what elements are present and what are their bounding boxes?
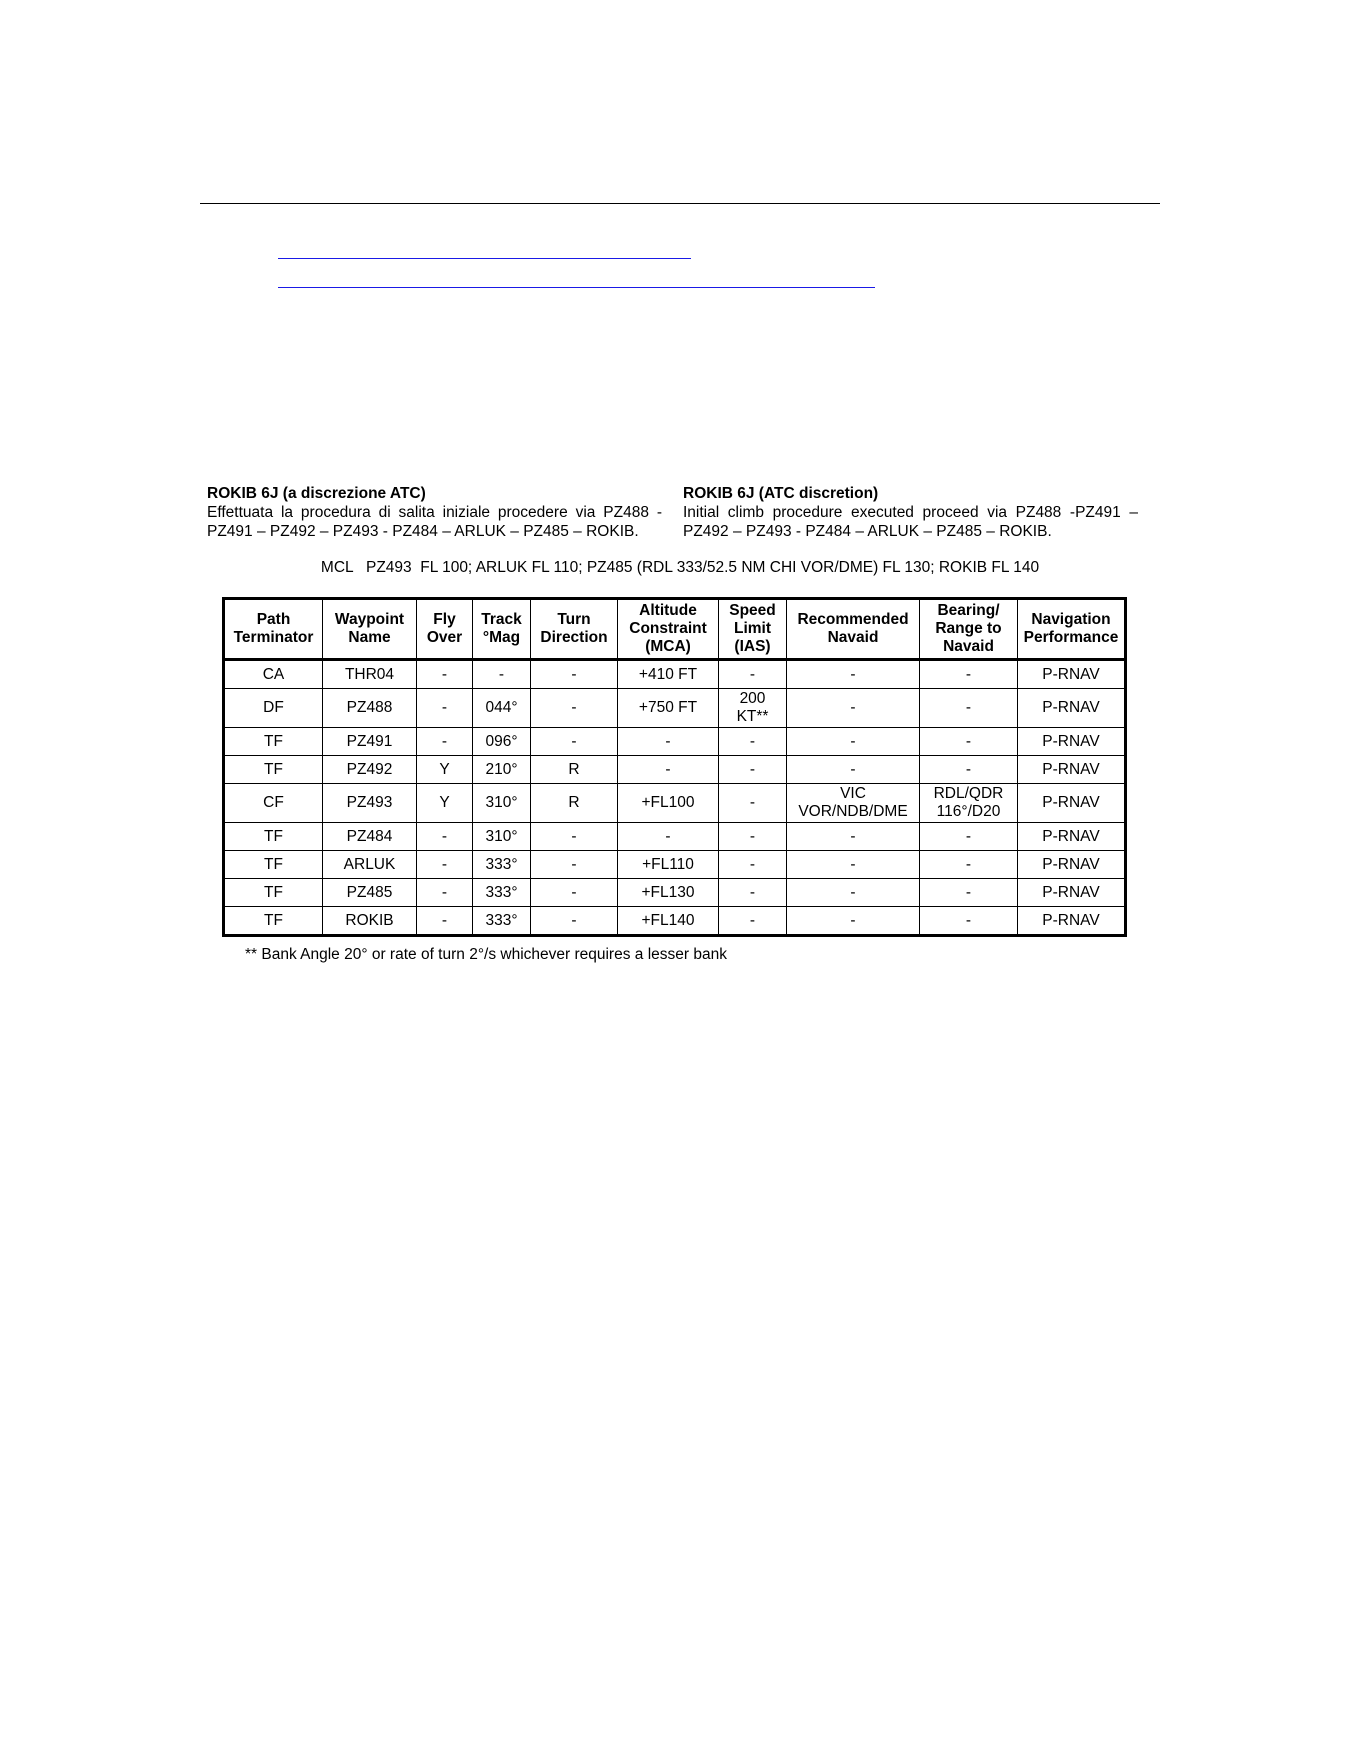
footnote: ** Bank Angle 20° or rate of turn 2°/s whichever requires a lesser bank (245, 946, 727, 963)
table-cell (719, 784, 787, 823)
cell-text: 096° (485, 732, 518, 750)
table-cell (224, 851, 323, 879)
table-cell (920, 879, 1018, 907)
header-line: (MCA) (645, 638, 691, 655)
table-cell (1018, 851, 1126, 879)
table-header-row (224, 599, 1126, 660)
table-cell (417, 851, 473, 879)
table-cell (531, 756, 618, 784)
header-line: Over (426, 629, 463, 646)
header-line: Speed (729, 602, 776, 619)
table-cell (618, 907, 719, 936)
table-cell (224, 728, 323, 756)
table-cell (531, 784, 618, 823)
table-cell (787, 728, 920, 756)
table-row (224, 879, 1126, 907)
cell-text: 210° (485, 760, 518, 778)
header-line: Bearing/ (937, 602, 1000, 619)
table-cell (1018, 689, 1126, 728)
header-line: Track (481, 611, 522, 628)
cell-text: P-RNAV (1042, 911, 1100, 929)
table-cell (1018, 660, 1126, 689)
table-row (224, 689, 1126, 728)
column-header (224, 599, 323, 660)
table-cell (920, 728, 1018, 756)
cell-text: CA (262, 665, 285, 683)
cell-text: +FL130 (641, 883, 695, 901)
header-line: Navaid (943, 638, 994, 655)
table-cell (224, 907, 323, 936)
cell-text: - (850, 760, 856, 778)
cell-text: - (498, 665, 505, 683)
table-cell (1018, 784, 1126, 823)
table-cell (787, 784, 920, 823)
cell-text: CF (263, 794, 284, 811)
cell-text: - (571, 883, 577, 901)
cell-text: +750 FT (638, 699, 698, 716)
header-line: Fly (433, 611, 456, 628)
italian-procedure-block (207, 484, 662, 541)
column-header (1018, 599, 1126, 660)
table-cell (920, 823, 1018, 851)
cell-text: - (665, 760, 671, 778)
table-cell (224, 823, 323, 851)
cell-text: +410 FT (638, 665, 698, 683)
table-cell (473, 756, 531, 784)
cell-text: - (441, 911, 448, 929)
table-cell (719, 689, 787, 728)
table-cell (323, 784, 417, 823)
table-cell (417, 823, 473, 851)
cell-text: - (965, 855, 972, 873)
table-body (224, 660, 1126, 936)
table-cell (224, 879, 323, 907)
table-cell (618, 879, 719, 907)
cell-text: VOR/NDB/DME (798, 803, 908, 820)
cell-text: - (749, 732, 756, 750)
cell-text: 333° (485, 855, 518, 873)
cell-text: - (665, 827, 671, 845)
cell-text: TF (264, 732, 283, 750)
table-cell (417, 879, 473, 907)
table-cell (323, 851, 417, 879)
header-line: °Mag (482, 629, 521, 646)
header-line: Waypoint (334, 611, 405, 628)
cell-text: - (850, 699, 856, 716)
cell-text: PZ485 (346, 883, 393, 901)
table-cell (787, 660, 920, 689)
column-header (920, 599, 1018, 660)
table-cell (224, 756, 323, 784)
table-cell (417, 907, 473, 936)
cell-text: R (568, 760, 580, 778)
header-line: Terminator (233, 629, 314, 646)
cell-text: +FL140 (641, 911, 695, 929)
cell-text: PZ493 (346, 794, 393, 811)
cell-text: - (850, 827, 856, 845)
cell-text: ROKIB (345, 911, 394, 929)
table-cell (719, 660, 787, 689)
table-cell (920, 784, 1018, 823)
italian-procedure-title: ROKIB 6J (a discrezione ATC) (207, 485, 426, 502)
column-header (719, 599, 787, 660)
header-line: Range to (935, 620, 1002, 637)
table-cell (719, 879, 787, 907)
table-cell (618, 823, 719, 851)
english-procedure-text: Initial climb procedure executed proceed via PZ488 -PZ491 – PZ492 – PZ493 - PZ484 – ARLUK – PZ485 – ROKIB. (683, 504, 1138, 540)
table-cell (323, 728, 417, 756)
table-cell (719, 851, 787, 879)
table-cell (787, 907, 920, 936)
table-cell (920, 756, 1018, 784)
english-procedure-title: ROKIB 6J (ATC discretion) (683, 485, 879, 502)
header-line: Direction (540, 629, 608, 646)
cell-text: P-RNAV (1042, 855, 1100, 873)
procedure-table (222, 597, 1127, 937)
header-line: Turn (557, 611, 591, 628)
table-cell (920, 907, 1018, 936)
header-line: Limit (733, 620, 772, 637)
cell-text: - (749, 911, 756, 929)
cell-text: P-RNAV (1042, 699, 1100, 716)
cell-text: - (441, 883, 448, 901)
cell-text: - (850, 732, 856, 750)
cell-text: VIC (840, 785, 866, 802)
table-cell (473, 660, 531, 689)
cell-text: DF (263, 699, 284, 716)
table-cell (618, 689, 719, 728)
cell-text: - (965, 760, 972, 778)
cell-text: 044° (485, 699, 518, 716)
table-cell (920, 851, 1018, 879)
table-cell (618, 660, 719, 689)
cell-text: - (749, 665, 756, 683)
cell-text: - (749, 794, 756, 811)
cell-text: TF (264, 760, 283, 778)
table-cell (473, 784, 531, 823)
mcl-line: MCL PZ493 FL 100; ARLUK FL 110; PZ485 (RDL 333/52.5 NM CHI VOR/DME) FL 130; ROKIB FL 140 (320, 559, 1040, 576)
cell-text: - (441, 732, 448, 750)
table-cell (531, 851, 618, 879)
header-line: Path (256, 611, 291, 628)
table-cell (1018, 823, 1126, 851)
cell-text: P-RNAV (1042, 794, 1100, 811)
cell-text: 310° (485, 827, 518, 845)
table-cell (1018, 728, 1126, 756)
table-cell (920, 689, 1018, 728)
cell-text: - (850, 883, 856, 901)
cell-text: PZ492 (346, 760, 393, 778)
cell-text: - (571, 665, 577, 683)
table-cell (473, 689, 531, 728)
cell-text: - (571, 855, 577, 873)
cell-text: - (441, 855, 448, 873)
header-line: Recommended (797, 611, 909, 628)
header-line: Name (348, 629, 391, 646)
cell-text: - (965, 699, 972, 716)
cell-text: PZ484 (346, 827, 393, 845)
italian-procedure-text: Effettuata la procedura di salita iniziale procedere via PZ488 - PZ491 – PZ492 – PZ493 - PZ484 – ARLUK – PZ485 – ROKIB. (207, 504, 662, 540)
cell-text: - (571, 732, 577, 750)
table-cell (787, 756, 920, 784)
table-cell (417, 689, 473, 728)
cell-text: 333° (485, 883, 518, 901)
table-cell (787, 851, 920, 879)
table-cell (618, 756, 719, 784)
header-rule (200, 203, 1160, 204)
table-cell (417, 728, 473, 756)
table-cell (618, 784, 719, 823)
table-cell (473, 823, 531, 851)
cell-text: - (965, 883, 972, 901)
table-cell (323, 660, 417, 689)
table-cell (920, 660, 1018, 689)
cell-text: - (965, 665, 972, 683)
cell-text: P-RNAV (1042, 665, 1100, 683)
cell-text: 310° (485, 794, 518, 811)
header-line: Constraint (629, 620, 707, 637)
table-cell (417, 784, 473, 823)
column-header (417, 599, 473, 660)
cell-text: TF (264, 911, 283, 929)
cell-text: 200 (739, 690, 766, 707)
table-cell (787, 689, 920, 728)
cell-text: - (441, 699, 448, 716)
table-cell (323, 879, 417, 907)
cell-text: PZ491 (346, 732, 393, 750)
cell-text: - (441, 665, 448, 683)
table-row (224, 907, 1126, 936)
cell-text: P-RNAV (1042, 732, 1100, 750)
cell-text: - (749, 855, 756, 873)
table-cell (719, 728, 787, 756)
table-cell (473, 728, 531, 756)
header-line: Performance (1023, 629, 1119, 646)
link-underline-1[interactable] (278, 258, 691, 259)
table-cell (224, 660, 323, 689)
cell-text: +FL100 (641, 794, 695, 811)
table-cell (323, 689, 417, 728)
cell-text: - (965, 732, 972, 750)
table-cell (787, 879, 920, 907)
cell-text: - (571, 699, 577, 716)
header-line: (IAS) (734, 638, 771, 655)
cell-text: 116°/D20 (936, 803, 1001, 820)
table-cell (787, 823, 920, 851)
table-row (224, 784, 1126, 823)
table-row (224, 756, 1126, 784)
cell-text: - (665, 732, 671, 750)
table-cell (323, 756, 417, 784)
table-row (224, 728, 1126, 756)
column-header (473, 599, 531, 660)
table-row (224, 823, 1126, 851)
cell-text: ARLUK (343, 855, 396, 873)
table-cell (323, 907, 417, 936)
table-cell (417, 660, 473, 689)
link-underline-2[interactable] (278, 287, 875, 288)
table-cell (473, 851, 531, 879)
table-cell (618, 851, 719, 879)
table-cell (473, 907, 531, 936)
cell-text: Y (439, 760, 450, 778)
table-cell (473, 879, 531, 907)
table-cell (224, 784, 323, 823)
column-header (618, 599, 719, 660)
table-row (224, 660, 1126, 689)
cell-text: - (749, 760, 756, 778)
table-cell (719, 823, 787, 851)
table-cell (531, 728, 618, 756)
english-procedure-block (683, 484, 1138, 541)
table-cell (719, 756, 787, 784)
cell-text: 333° (485, 911, 518, 929)
cell-text: - (749, 827, 756, 845)
cell-text: KT** (736, 708, 769, 725)
table-cell (531, 879, 618, 907)
cell-text: Y (439, 794, 450, 811)
table-cell (1018, 756, 1126, 784)
cell-text: PZ488 (346, 699, 393, 716)
cell-text: TF (264, 883, 283, 901)
column-header (787, 599, 920, 660)
header-line: Navaid (827, 629, 879, 646)
cell-text: R (568, 794, 580, 811)
table-cell (323, 823, 417, 851)
table-row (224, 851, 1126, 879)
cell-text: - (850, 911, 856, 929)
header-line: Altitude (639, 602, 697, 619)
header-line: Navigation (1031, 611, 1111, 628)
column-header (323, 599, 417, 660)
cell-text: - (965, 911, 972, 929)
table-cell (531, 823, 618, 851)
cell-text: RDL/QDR (933, 785, 1004, 802)
table-cell (417, 756, 473, 784)
cell-text: P-RNAV (1042, 883, 1100, 901)
cell-text: - (850, 665, 856, 683)
table-cell (1018, 907, 1126, 936)
table-cell (618, 728, 719, 756)
column-header (531, 599, 618, 660)
table-cell (531, 907, 618, 936)
table-cell (531, 689, 618, 728)
cell-text: - (749, 883, 756, 901)
cell-text: TF (264, 855, 283, 873)
cell-text: - (571, 827, 577, 845)
table-cell (531, 660, 618, 689)
table-cell (224, 689, 323, 728)
cell-text: - (850, 855, 856, 873)
cell-text: TF (264, 827, 283, 845)
cell-text: - (965, 827, 972, 845)
cell-text: P-RNAV (1042, 760, 1100, 778)
table-cell (1018, 879, 1126, 907)
table-cell (719, 907, 787, 936)
cell-text: +FL110 (642, 855, 694, 873)
cell-text: - (571, 911, 577, 929)
cell-text: - (441, 827, 448, 845)
cell-text: THR04 (344, 665, 395, 683)
cell-text: P-RNAV (1042, 827, 1100, 845)
